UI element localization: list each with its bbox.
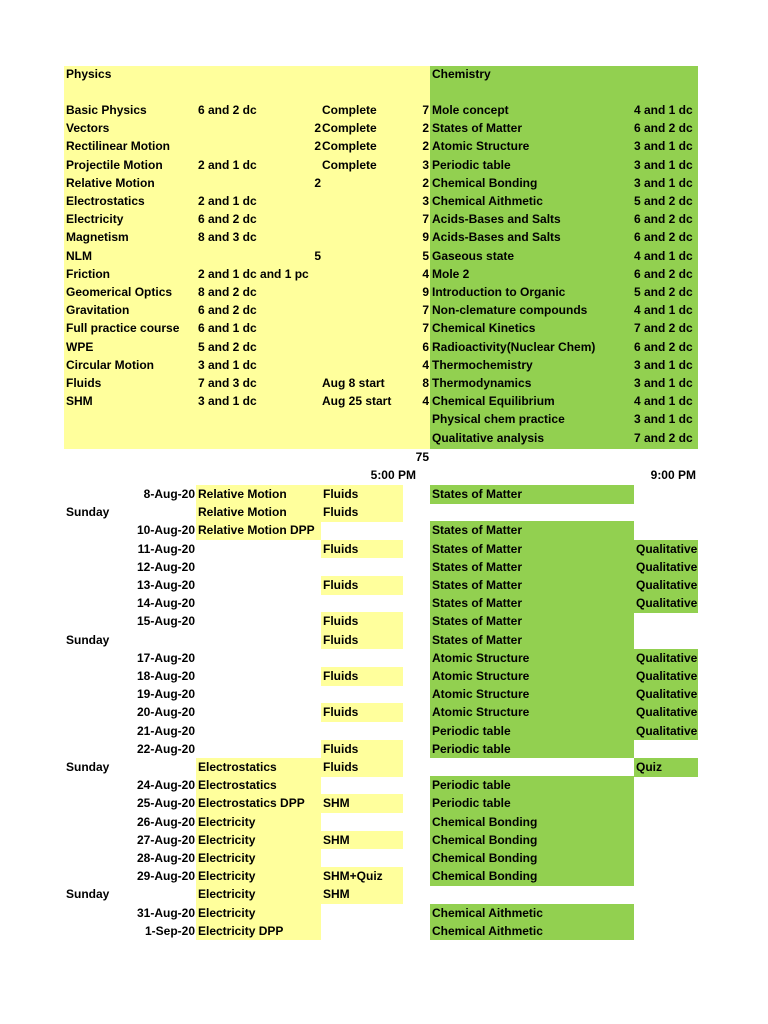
physics-status: Complete (322, 139, 377, 154)
physics-slot-2: Fluids (323, 578, 359, 592)
chemistry-load: 7 and 2 dc (634, 430, 693, 445)
physics-topic: Electrostatics (66, 194, 145, 208)
physics-topic: NLM (66, 248, 92, 263)
physics-slot-1: Electricity (198, 814, 256, 829)
schedule-date: 25-Aug-20 (136, 796, 195, 811)
physics-number: 2 (422, 175, 429, 190)
chemistry-topic: Mole concept (432, 103, 509, 117)
schedule-date: 21-Aug-20 (136, 723, 195, 738)
chemistry-load: 6 and 2 dc (634, 121, 693, 136)
physics-load: 5 and 2 dc (198, 339, 257, 354)
chemistry-slot-1: Chemical Bonding (432, 832, 538, 847)
chemistry-load: 5 and 2 dc (634, 285, 693, 299)
chemistry-slot-1: States of Matter (432, 523, 523, 538)
chemistry-slot-1: States of Matter (432, 632, 523, 647)
physics-slot-2: SHM (323, 832, 350, 847)
physics-status: Complete (322, 103, 377, 117)
schedule-date: 14-Aug-20 (136, 596, 195, 611)
physics-slot-1: Relative Motion (198, 487, 287, 501)
schedule-date: 17-Aug-20 (136, 650, 195, 665)
chemistry-topic: Thermodynamics (432, 376, 532, 390)
physics-number: 2 (422, 121, 429, 136)
chemistry-load: 5 and 2 dc (634, 194, 693, 208)
chemistry-load: 3 and 1 dc (634, 175, 693, 190)
schedule-date: 15-Aug-20 (136, 614, 195, 629)
physics-slot-1: Electricity DPP (198, 923, 284, 938)
chemistry-slot-1: Chemical Aithmetic (432, 905, 543, 920)
chemistry-slot-2: Qualitative (636, 669, 698, 683)
physics-slot-2: SHM+Quiz (323, 869, 383, 884)
physics-slot-2: Fluids (323, 760, 359, 774)
chemistry-slot-1: Periodic table (432, 796, 511, 811)
physics-count: 5 (314, 248, 321, 263)
physics-number: 2 (422, 139, 429, 154)
time-5pm-header: 5:00 PM (370, 468, 416, 482)
chemistry-slot-1: Periodic table (432, 741, 511, 756)
chemistry-load: 4 and 1 dc (634, 303, 693, 318)
physics-slot-1: Electricity (198, 851, 256, 865)
schedule-date: 11-Aug-20 (137, 541, 195, 556)
chemistry-load: 4 and 1 dc (634, 248, 693, 263)
chemistry-topic: Chemical Equilibrium (432, 394, 555, 409)
physics-slot-1: Electrostatics (198, 760, 277, 774)
chemistry-topic: Gaseous state (432, 248, 515, 263)
chemistry-slot-1: Chemical Bonding (432, 814, 538, 829)
schedule-date: 29-Aug-20 (136, 869, 195, 884)
chemistry-topic: Mole 2 (432, 266, 470, 281)
chemistry-slot-2: Qualitative (636, 559, 698, 574)
chemistry-topic: Chemical Kinetics (432, 321, 536, 336)
schedule-date: 26-Aug-20 (136, 814, 195, 829)
physics-load: 3 and 1 dc (198, 394, 257, 409)
physics-slot-2: Fluids (323, 487, 359, 501)
total-count: 75 (415, 450, 429, 464)
physics-slot-1: Relative Motion DPP (198, 523, 315, 538)
physics-status: Complete (322, 121, 377, 136)
chemistry-topic: Chemical Aithmetic (432, 194, 543, 208)
physics-topic: Magnetism (66, 230, 129, 245)
chemistry-load: 6 and 2 dc (634, 212, 693, 227)
chemistry-load: 3 and 1 dc (634, 139, 693, 154)
physics-number: 9 (422, 230, 429, 245)
physics-load: 7 and 3 dc (198, 376, 257, 390)
schedule-date: 31-Aug-20 (136, 905, 195, 920)
chemistry-slot-1: Atomic Structure (432, 650, 530, 665)
physics-topic: Electricity (66, 212, 124, 227)
schedule-date: 27-Aug-20 (136, 832, 195, 847)
physics-number: 7 (422, 212, 429, 227)
physics-load: 6 and 2 dc (198, 212, 257, 227)
physics-load: 2 and 1 dc (198, 157, 257, 172)
physics-topic: Geomerical Optics (66, 285, 173, 299)
schedule-date: 18-Aug-20 (136, 669, 195, 683)
chemistry-slot-1: States of Matter (432, 559, 523, 574)
sunday-label: Sunday (66, 505, 110, 520)
physics-slot-2: Fluids (323, 705, 359, 720)
physics-slot-2: Fluids (323, 669, 359, 683)
physics-slot-2: Fluids (323, 614, 359, 629)
physics-status: Complete (322, 157, 377, 172)
chemistry-load: 4 and 1 dc (634, 394, 693, 409)
chemistry-load: 4 and 1 dc (634, 103, 693, 117)
chemistry-topic: Acids-Bases and Salts (432, 212, 561, 227)
physics-number: 3 (422, 194, 429, 208)
chemistry-topic: States of Matter (432, 121, 523, 136)
physics-load: 2 and 1 dc (198, 194, 257, 208)
physics-number: 6 (422, 339, 429, 354)
schedule-date: 28-Aug-20 (136, 851, 195, 865)
physics-slot-1: Electrostatics DPP (198, 796, 305, 811)
physics-topic: Basic Physics (66, 103, 147, 117)
physics-topic: Projectile Motion (66, 157, 163, 172)
physics-slot-2: SHM (323, 796, 350, 811)
chemistry-load: 3 and 1 dc (634, 157, 693, 172)
chemistry-slot-1: States of Matter (432, 578, 523, 592)
chemistry-slot-1: States of Matter (432, 596, 523, 611)
chemistry-slot-2: Qualitative (636, 705, 698, 720)
physics-slot-1: Electricity (198, 869, 256, 884)
chemistry-load: 3 and 1 dc (634, 357, 693, 372)
physics-slot-2: Fluids (323, 541, 359, 556)
physics-topic: Rectilinear Motion (66, 139, 171, 154)
physics-topic: Relative Motion (66, 175, 155, 190)
physics-number: 4 (422, 357, 429, 372)
schedule-date: 10-Aug-20 (136, 523, 195, 538)
physics-load: 6 and 2 dc (198, 103, 257, 117)
sunday-label: Sunday (66, 760, 110, 774)
chemistry-topic: Thermochemistry (432, 357, 533, 372)
chemistry-load: 3 and 1 dc (634, 412, 693, 427)
chemistry-slot-1: Chemical Aithmetic (432, 923, 543, 938)
chemistry-slot-1: States of Matter (432, 614, 523, 629)
physics-status: Aug 8 start (322, 376, 385, 390)
chemistry-slot-1: States of Matter (432, 541, 523, 556)
physics-topic: Vectors (66, 121, 110, 136)
physics-header: Physics (66, 67, 112, 81)
physics-load: 8 and 2 dc (198, 285, 257, 299)
sunday-label: Sunday (66, 887, 110, 902)
physics-slot-1: Relative Motion (198, 505, 287, 520)
chemistry-slot-1: Atomic Structure (432, 669, 530, 683)
chemistry-slot-1: Periodic table (432, 723, 511, 738)
physics-count: 2 (314, 175, 321, 190)
physics-topic: Circular Motion (66, 357, 155, 372)
chemistry-slot-1: Chemical Bonding (432, 851, 538, 865)
physics-topic: Friction (66, 266, 110, 281)
schedule-date: 13-Aug-20 (136, 578, 195, 592)
schedule-date: 12-Aug-20 (136, 559, 195, 574)
physics-load: 2 and 1 dc and 1 pc (198, 266, 309, 281)
physics-number: 9 (422, 285, 429, 299)
physics-load: 8 and 3 dc (198, 230, 257, 245)
chemistry-topic: Qualitative analysis (432, 430, 545, 445)
chemistry-slot-1: Atomic Structure (432, 705, 530, 720)
chemistry-topic: Atomic Structure (432, 139, 530, 154)
physics-slot-2: Fluids (323, 741, 359, 756)
sunday-label: Sunday (66, 632, 110, 647)
chemistry-slot-1: States of Matter (432, 487, 523, 501)
schedule-date: 20-Aug-20 (136, 705, 195, 720)
chemistry-slot-2: Qualitative (636, 723, 698, 738)
physics-topic: SHM (66, 394, 93, 409)
physics-slot-2: Fluids (323, 632, 359, 647)
physics-topic: Gravitation (66, 303, 130, 318)
chemistry-slot-1: Atomic Structure (432, 687, 530, 702)
chemistry-slot-1: Chemical Bonding (432, 869, 538, 884)
time-9pm-header: 9:00 PM (650, 468, 696, 482)
schedule-date: 22-Aug-20 (136, 741, 195, 756)
chemistry-slot-2: Quiz (636, 760, 662, 774)
physics-slot-2: Fluids (323, 505, 359, 520)
physics-number: 3 (422, 157, 429, 172)
physics-slot-2: SHM (323, 887, 350, 902)
physics-slot-1: Electrostatics (198, 778, 277, 793)
physics-number: 4 (422, 266, 429, 281)
schedule-date: 1-Sep-20 (144, 923, 195, 938)
physics-number: 7 (422, 103, 429, 117)
chemistry-topic: Acids-Bases and Salts (432, 230, 561, 245)
chemistry-topic: Non-clemature compounds (432, 303, 588, 318)
chemistry-topic: Introduction to Organic (432, 285, 566, 299)
chemistry-load: 7 and 2 dc (634, 321, 693, 336)
chemistry-load: 6 and 2 dc (634, 339, 693, 354)
physics-topic: WPE (66, 339, 94, 354)
physics-count: 2 (314, 121, 321, 136)
physics-load: 3 and 1 dc (198, 357, 257, 372)
physics-number: 5 (422, 248, 429, 263)
physics-slot-1: Electricity (198, 905, 256, 920)
chemistry-slot-2: Qualitative (636, 578, 698, 592)
physics-number: 4 (422, 394, 429, 409)
physics-topic: Full practice course (66, 321, 180, 336)
schedule-date: 19-Aug-20 (136, 687, 195, 702)
chemistry-topic: Physical chem practice (432, 412, 565, 427)
physics-load: 6 and 2 dc (198, 303, 257, 318)
chemistry-load: 3 and 1 dc (634, 376, 693, 390)
chemistry-load: 6 and 2 dc (634, 266, 693, 281)
physics-number: 7 (422, 303, 429, 318)
schedule-date: 8-Aug-20 (143, 487, 195, 501)
chemistry-slot-2: Qualitative (636, 596, 698, 611)
chemistry-topic: Radioactivity(Nuclear Chem) (432, 339, 596, 354)
chemistry-slot-2: Qualitative (636, 687, 698, 702)
physics-number: 8 (422, 376, 429, 390)
chemistry-load: 6 and 2 dc (634, 230, 693, 245)
physics-count: 2 (314, 139, 321, 154)
chemistry-slot-2: Qualitative (636, 650, 698, 665)
physics-status: Aug 25 start (322, 394, 392, 409)
physics-load: 6 and 1 dc (198, 321, 257, 336)
schedule-date: 24-Aug-20 (136, 778, 195, 793)
chemistry-slot-1: Periodic table (432, 778, 511, 793)
physics-slot-1: Electricity (198, 887, 256, 902)
chemistry-topic: Periodic table (432, 157, 511, 172)
physics-topic: Fluids (66, 376, 102, 390)
chemistry-topic: Chemical Bonding (432, 175, 538, 190)
physics-number: 7 (422, 321, 429, 336)
physics-slot-1: Electricity (198, 832, 256, 847)
chemistry-header: Chemistry (432, 67, 491, 81)
chemistry-slot-2: Qualitative (636, 541, 698, 556)
